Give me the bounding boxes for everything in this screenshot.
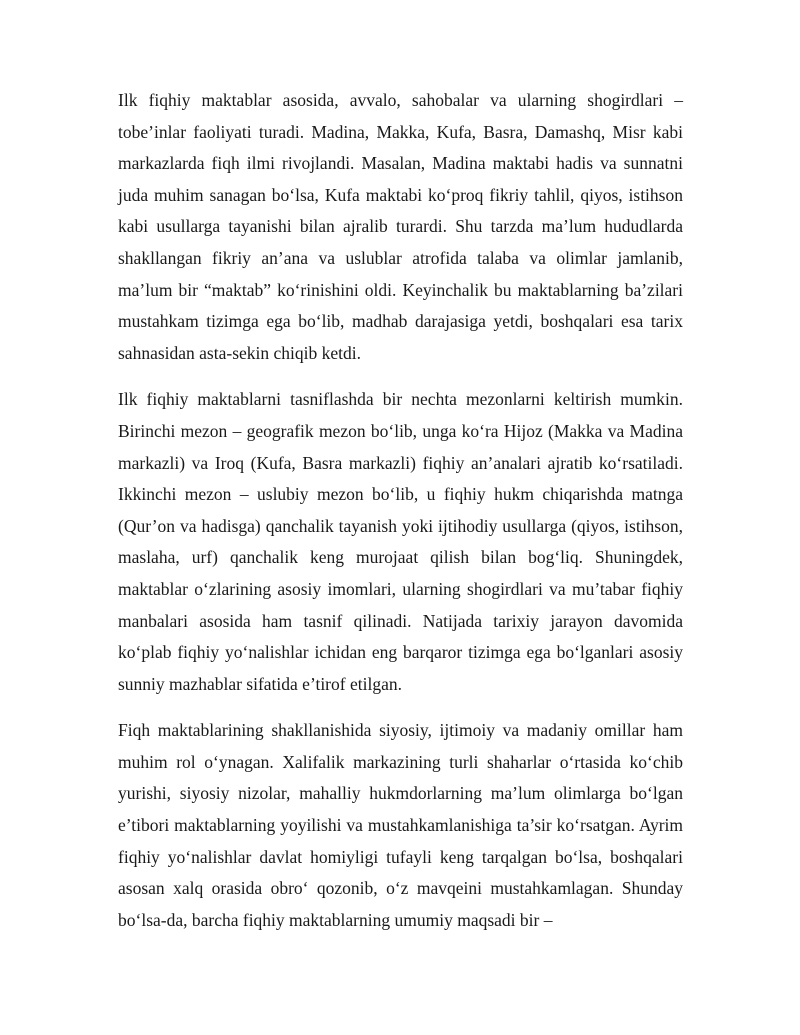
paragraph-3: Fiqh maktablarining shakllanishida siyosiy, ijtimoiy va madaniy omillar ham muhim rol o‘ynagan. Xalifalik markazining turli shaharlar o‘rtasida ko‘chib yurishi, siyosiy nizolar, mahalliy hukmdorlarning ma’lum olimlarga bo‘lgan e’tibori maktablarning yoyilishi va mustahkamlanishiga ta’sir ko‘rsatgan. Ayrim fiqhiy yo‘nalishlar davlat homiyligi tufayli keng tarqalgan bo‘lsa, boshqalari asosan xalq orasida obro‘ qozonib, o‘z mavqeini mustahkamlagan. Shunday bo‘lsa-da, barcha fiqhiy maktablarning umumiy maqsadi bir – — [118, 720, 683, 930]
paragraph-2: Ilk fiqhiy maktablarni tasniflashda bir nechta mezonlarni keltirish mumkin. Birinchi mezon – geografik mezon bo‘lib, unga ko‘ra Hijoz (Makka va Madina markazli) va Iroq (Kufa, Basra markazli) fiqhiy an’analari ajratib ko‘rsatiladi. Ikkinchi mezon – uslubiy mezon bo‘lib, u fiqhiy hukm chiqarishda matnga (Qur’on va hadisga) qanchalik tayanish yoki ijtihodiy usullarga (qiyos, istihson, maslaha, urf) qanchalik keng murojaat qilish bilan bog‘liq. Shuningdek, maktablar o‘zlarining asosiy imomlari, ularning shogirdlari va mu’tabar fiqhiy manbalari asosida ham tasnif qilinadi. Natijada tarixiy jarayon davomida ko‘plab fiqhiy yo‘nalishlar ichidan eng barqaror tizimga ega bo‘lganlari asosiy sunniy mazhablar sifatida e’tirof etilgan. — [118, 389, 683, 694]
paragraph-1: Ilk fiqhiy maktablar asosida, avvalo, sahobalar va ularning shogirdlari – tobe’inlar faoliyati turadi. Madina, Makka, Kufa, Basra, Damashq, Misr kabi markazlarda fiqh ilmi rivojlandi. Masalan, Madina maktabi hadis va sunnatni juda muhim sanagan bo‘lsa, Kufa maktabi ko‘proq fikriy tahlil, qiyos, istihson kabi usullarga tayanishi bilan ajralib turardi. Shu tarzda ma’lum hududlarda shakllangan fikriy an’ana va uslublar atrofida talaba va olimlar jamlanib, ma’lum bir “maktab” ko‘rinishini oldi. Keyinchalik bu maktablarning ba’zilari mustahkam tizimga ega bo‘lib, madhab darajasiga yetdi, boshqalari esa tarix sahnasidan asta-sekin chiqib ketdi. — [118, 90, 683, 363]
document-page — [118, 85, 683, 951]
